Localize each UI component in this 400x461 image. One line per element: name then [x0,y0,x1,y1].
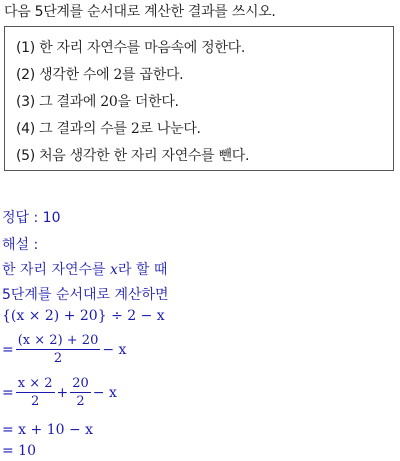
step-2-text: (2) 생각한 수에 [16,67,114,83]
intro-text: 한 자리 자연수를 [2,262,111,278]
step-2-text-end: 를 곱한다. [122,67,184,83]
step-3-text: (3) 그 결과에 [16,94,101,110]
compute-line: 5단계를 순서대로 계산하면 [2,287,169,303]
equals-sign: = [2,384,14,401]
expression-line-1: {(x × 2) + 20} ÷ 2 − x [2,308,165,324]
step-5 [16,145,249,165]
intro-variable: x [110,262,118,278]
expression-line-2 [2,333,126,366]
question-prompt: 다음 5단계를 순서대로 계산한 결과를 쓰시오. [4,4,276,20]
fraction-1-denominator: 2 [53,351,63,366]
expression-line-5: = 10 [2,443,36,459]
fraction-3 [70,376,91,409]
answer-line: 정답 : 10 [2,210,61,226]
step-4-text: (4) 그 결과의 수를 [16,121,131,137]
intro-line [2,259,167,279]
step-5-text: (5) 처음 생각한 한 자리 자연수를 뺀다. [16,148,250,164]
fraction-3-denominator: 2 [76,394,85,409]
equals-sign: = [2,341,14,358]
fraction-2 [16,376,55,409]
plus-sign: + [56,384,69,401]
fraction-1-numerator: (x × 2) + 20 [17,333,99,348]
step-3-number: 20 [100,94,118,110]
step-2 [16,64,183,84]
step-4-number: 2 [130,121,140,137]
fraction-3-numerator: 20 [72,376,89,391]
fraction-2-denominator: 2 [30,394,40,409]
intro-text-end: 라 할 때 [117,262,168,278]
step-3 [16,91,179,111]
fraction-2-numerator: x × 2 [17,376,53,391]
step-4-text-end: 로 나눈다. [139,121,201,137]
explanation-label: 해설 : [2,237,39,253]
step-3-text-end: 을 더한다. [117,94,179,110]
fraction-1 [16,333,101,366]
step-4 [16,118,201,138]
minus-x: − x [102,341,127,358]
expression-line-4: = x + 10 − x [2,422,94,438]
step-1 [16,37,245,57]
expression-line-3 [2,376,117,409]
step-2-number: 2 [113,67,123,83]
step-1-text: (1) 한 자리 자연수를 마음속에 정한다. [16,40,245,56]
steps-box [4,26,394,171]
minus-x: − x [92,384,117,401]
